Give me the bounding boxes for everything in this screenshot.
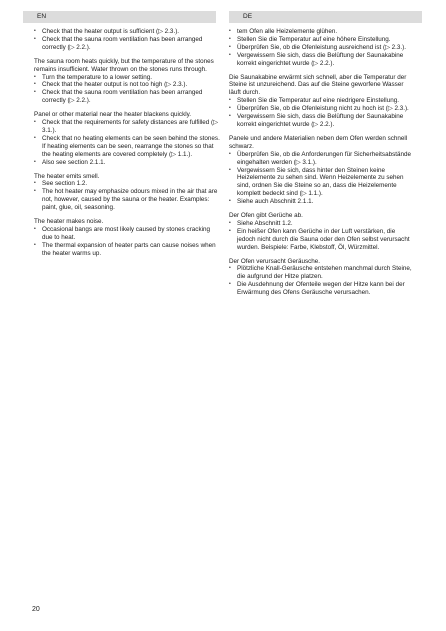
remedy-item: • Ein heißer Ofen kann Gerüche in der Luft verstärken, die jedoch nicht durch die Sauna oder den Ofen selbst verursacht wurden. Beispiele: Farbe, Klebstoff, Öl, Würzmittel. <box>229 228 415 252</box>
remedy-item: • tem Ofen alle Heizelemente glühen. <box>229 28 415 36</box>
language-header-de <box>229 11 422 23</box>
problem-description: Panele und andere Materialien neben dem Ofen werden schnell schwarz. <box>229 134 408 150</box>
remedy-item: • Also see section 2.1.1. <box>34 159 220 167</box>
remedy-item: • Check that the heater output is sufficient (▷ 2.3.). <box>34 28 220 36</box>
problem-description: The sauna room heats quickly, but the temperature of the stones remains insufficient. Water thrown on the stones runs through. <box>34 57 214 73</box>
remedy-item: • Überprüfen Sie, ob die Ofenleistung ausreichend ist (▷ 2.3.). <box>229 44 415 52</box>
remedy-list <box>229 220 415 252</box>
remedy-item: • Check that no heating elements can be seen behind the stones. If heating elements can be seen, rearrange the stones so that the heating elements are covered completely (▷ 1.1.). <box>34 135 220 159</box>
remedy-item: • Turn the temperature to a lower setting. <box>34 74 220 82</box>
remedy-item: • Überprüfen Sie, ob die Anforderungen für Sicherheitsabstände eingehalten werden (▷ 3.1.). <box>229 151 415 167</box>
remedy-list <box>229 265 415 297</box>
remedy-list <box>34 119 220 166</box>
remedy-item: • Vergewissern Sie sich, dass hinter den Steinen keine Heizelemente zu sehen sind. Wenn Heizelemente zu sehen sind, ordnen Sie die Steine so an, dass die Heizelemente komplett bedeckt sind (▷ 1.1.). <box>229 167 415 199</box>
troubleshooting-section <box>34 58 220 105</box>
troubleshooting-section <box>34 111 220 166</box>
troubleshooting-section <box>229 258 415 298</box>
problem-description: Die Saunakabine erwärmt sich schnell, aber die Temperatur der Steine ist unzureichend. Das auf die Steine geworfene Wasser läuft durch. <box>229 73 407 97</box>
remedy-item: • The hot heater may emphasize odours mixed in the air that are not, however, caused by the sauna or the heater. Examples: paint, glue, oil, seasoning. <box>34 188 220 212</box>
remedy-item: • Check that the sauna room ventilation has been arranged correctly (▷ 2.2.). <box>34 89 220 105</box>
remedy-item: • Die Ausdehnung der Ofenteile wegen der Hitze kann bei der Erwärmung des Ofens Geräusche verursachen. <box>229 281 415 297</box>
troubleshooting-section <box>34 28 220 52</box>
remedy-list <box>34 180 220 212</box>
language-label-de: DE <box>243 13 253 20</box>
remedy-item: • Überprüfen Sie, ob die Ofenleistung nicht zu hoch ist (▷ 2.3.). <box>229 105 415 113</box>
remedy-list <box>229 151 415 206</box>
remedy-item: • Check that the sauna room ventilation has been arranged correctly (▷ 2.2.). <box>34 36 220 52</box>
remedy-list <box>229 97 415 129</box>
remedy-list <box>34 226 220 258</box>
remedy-item: • Siehe Abschnitt 1.2. <box>229 220 415 228</box>
remedy-item: • Siehe auch Abschnitt 2.1.1. <box>229 198 415 206</box>
troubleshooting-section <box>229 74 415 129</box>
remedy-item: • Check that the heater output is not too high (▷ 2.3.). <box>34 81 220 89</box>
troubleshooting-section <box>229 212 415 252</box>
remedy-item: • Check that the requirements for safety distances are fulfilled (▷ 3.1.). <box>34 119 220 135</box>
problem-description: Der Ofen gibt Gerüche ab. <box>229 212 303 220</box>
english-column <box>34 28 220 264</box>
page-number: 20 <box>32 606 40 613</box>
troubleshooting-section <box>34 173 220 213</box>
remedy-list <box>229 28 415 68</box>
troubleshooting-section <box>229 28 415 68</box>
problem-description: The heater emits smell. <box>34 172 100 180</box>
language-header-en <box>23 11 216 23</box>
remedy-list <box>34 28 220 52</box>
problem-description: The heater makes noise. <box>34 218 104 226</box>
troubleshooting-section <box>229 135 415 206</box>
troubleshooting-section <box>34 218 220 258</box>
remedy-item: • See section 1.2. <box>34 180 220 188</box>
remedy-item: • The thermal expansion of heater parts can cause noises when the heater warms up. <box>34 242 220 258</box>
remedy-item: • Occasional bangs are most likely caused by stones cracking due to heat. <box>34 226 220 242</box>
language-label-en: EN <box>37 13 47 20</box>
remedy-item: • Vergewissern Sie sich, dass die Belüftung der Saunakabine korrekt eingerichtet wurde (▷ 2.2.). <box>229 113 415 129</box>
problem-description: Panel or other material near the heater blackens quickly. <box>34 111 192 119</box>
remedy-item: • Plötzliche Knall-Geräusche entstehen manchmal durch Steine, die aufgrund der Hitze platzen. <box>229 265 415 281</box>
german-column <box>229 28 415 303</box>
remedy-list <box>34 74 220 106</box>
remedy-item: • Stellen Sie die Temperatur auf eine höhere Einstellung. <box>229 36 415 44</box>
problem-description: Der Ofen verursacht Geräusche. <box>229 257 320 265</box>
remedy-item: • Vergewissern Sie sich, dass die Belüftung der Saunakabine korrekt eingerichtet wurde (▷ 2.2.). <box>229 52 415 68</box>
remedy-item: • Stellen Sie die Temperatur auf eine niedrigere Einstellung. <box>229 97 415 105</box>
